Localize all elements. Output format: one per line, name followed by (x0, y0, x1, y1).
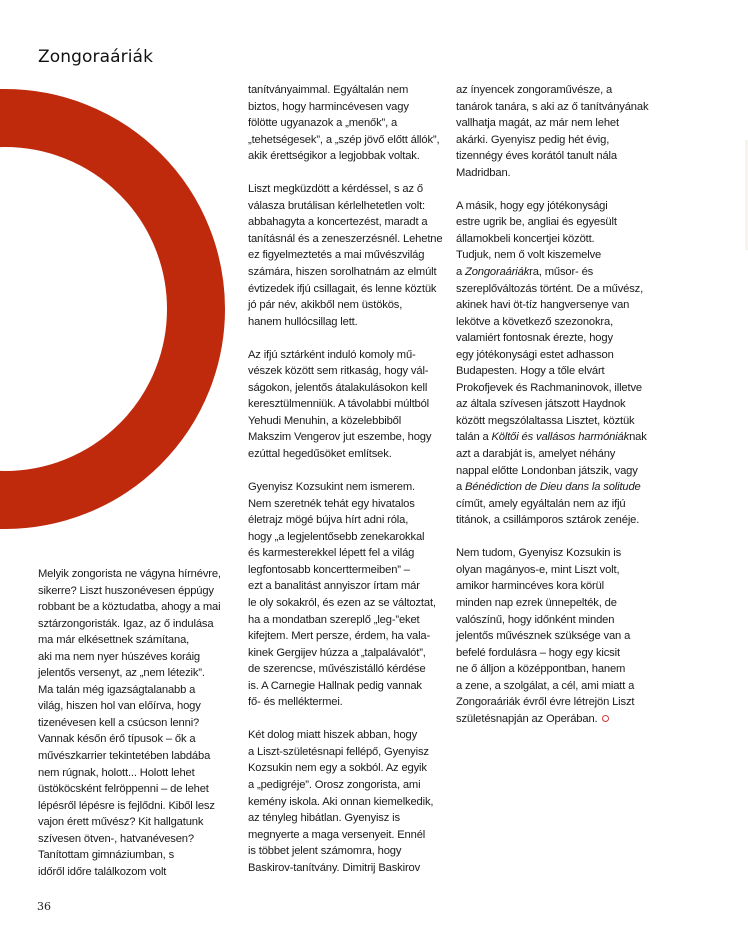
text-line: tizenévesen kell a csúcson lenni? (38, 716, 200, 729)
text-line: tanárok tanára, s aki az ő tanítványának (456, 100, 649, 113)
text-line: biztos, hogy harmincévesen vagy (248, 100, 409, 113)
text-line: ez figyelmeztetés a mai művészvilág (248, 249, 425, 262)
text-line: Budapesten. Hogy a tőle elvárt (456, 365, 605, 378)
text-line: és karmesterekkel lépett fel a világ (248, 547, 415, 560)
text-line: megnyerte a maga versenyeit. Ennél (248, 828, 426, 841)
text-line: az ínyencek zongoraművésze, a (456, 84, 613, 96)
text-line: életrajz mögé bújva hírt adni róla, (248, 514, 409, 527)
text-line: sikerre? Liszt huszonévesen éppúgy (38, 584, 214, 597)
text-line: is. A Carnegie Hallnak pedig vannak (248, 679, 422, 692)
text-line: vészek között sem ritkaság, hogy vál- (248, 365, 429, 378)
text-line: Nem tudom, Gyenyisz Kozsukin is (456, 547, 622, 560)
text-line (456, 429, 654, 446)
text-line: jó pár név, akikből nem üstökös, (248, 299, 403, 312)
text-line: hogy „a legjelentősebb zenekarokkal (248, 530, 425, 543)
paragraph (248, 727, 446, 876)
text-line: akik érettségikor a legjobbak voltak. (248, 150, 420, 163)
text-line: számára, hiszen sorolhatnám az elmúlt (248, 266, 437, 279)
text-line: Prokofjevek és Rachmaninovok, illetve (456, 381, 642, 394)
text-line (456, 264, 654, 281)
text-line: a zene, a szolgálat, a cél, ami miatt a (456, 679, 635, 692)
italic-title: Költői és vallásos harmóniák (491, 431, 630, 444)
text-line: befelé fordulásra – hogy egy kicsit (456, 646, 620, 659)
text-line: sztárzongoristák. Igaz, az ő indulása (38, 617, 214, 630)
text-line: vallhatja magát, az már nem lehet (456, 117, 619, 130)
text-line: az tényleg hibátlan. Gyenyisz is (248, 812, 400, 825)
page-title: Zongoraáriák (38, 47, 154, 68)
text-line: is többet jelent számomra, hogy (248, 845, 402, 858)
text-line: között megszólaltassa Lisztet, köztük (456, 414, 635, 427)
text-line: amikor harmincéves kora körül (456, 580, 604, 593)
text-line: évtizedek ifjú csillagait, és lenne köztük (248, 282, 437, 295)
text-line: Baskirov-tanítvány. Dimitrij Baskirov (248, 861, 421, 874)
text-line: tanítványaimmal. Egyáltalán nem (248, 84, 409, 96)
text-line: művészkarrier tekintetében labdába (38, 750, 211, 763)
text-line: fő- és melléktermei. (248, 696, 343, 709)
text-line: Ma talán még igazságtalanabb a (38, 683, 196, 696)
text-line: ságokon, jelentős átalakulásokon kell (248, 381, 428, 394)
text-line: legfontosabb koncerttermeiben” – (248, 563, 410, 576)
text-line: kinek Gergijev húzza a „talpalávalót”, (248, 646, 426, 659)
text-line: válasza brutálisan kérlelhetetlen volt: (248, 199, 425, 212)
text-line: ma már elkésettnek számítana, (38, 634, 190, 647)
text-line: államokbeli koncertjei között. (456, 232, 595, 245)
text-line: ezúttal hegedűsöket említsek. (248, 448, 392, 461)
text-column-2 (248, 82, 446, 876)
text-line: titánok, a csillámporos sztárok zenéje. (456, 514, 640, 527)
text-line: jelentős művésznek szüksége van a (456, 630, 631, 643)
text-line: Gyenyisz Kozsukint nem ismerem. (248, 481, 415, 494)
text-line: tanításnál és a zeneszerzésnél. Lehetne (248, 232, 443, 245)
text-line: „tehetségesek”, a „szép jövő előtt állók”, (248, 133, 440, 146)
text-line: minden nap ezrek ünnepelték, de (456, 596, 617, 609)
text-line: időről időre találkozom volt (38, 865, 167, 878)
text-line: olyan magányos-e, mint Liszt volt, (456, 563, 620, 576)
paragraph (456, 82, 654, 181)
text-line: Tudjuk, nem ő volt kiszemelve (456, 249, 602, 262)
text-line: Yehudi Menuhin, a közelebbiből (248, 414, 402, 427)
text-line (456, 479, 654, 496)
text-line: lekötve a következő szezonokra, (456, 315, 614, 328)
text-line: egy jótékonysági estet adhasson (456, 348, 614, 361)
end-of-article-circle-icon (602, 715, 609, 722)
text-line: Zongoraáriák évről évre létrejön Liszt (456, 696, 635, 709)
text-line: Makszim Vengerov jut eszembe, hogy (248, 431, 432, 444)
text-run: nak (629, 431, 647, 444)
text-line: valószínű, hogy időnként minden (456, 613, 615, 626)
text-line: jelentős versenyt, az „nem létezik”. (38, 667, 205, 680)
text-line: Az ifjú sztárként induló komoly mű- (248, 348, 416, 361)
text-line: de szerencse, művészistálló kérdése (248, 663, 426, 676)
paragraph (38, 566, 236, 880)
text-line: azt a darabját is, amelyet néhány (456, 448, 616, 461)
text-line: lépésről lépésre is fejlődni. Kiből lesz (38, 799, 215, 812)
text-run: születésnapján az Operában. (456, 712, 598, 725)
paragraph (248, 347, 446, 463)
paragraph (456, 198, 654, 529)
text-line (456, 711, 654, 728)
text-line: hanem hullócsillag lett. (248, 315, 358, 328)
text-run: a (456, 481, 466, 494)
text-line: világ, hiszen hol van előírva, hogy (38, 700, 201, 713)
text-line: ne ő álljon a középpontban, hanem (456, 663, 626, 676)
text-line: szereplőváltozás történt. De a művész, (456, 282, 644, 295)
paragraph (248, 82, 446, 165)
text-line: Nem szeretnék tehát egy hivatalos (248, 497, 415, 510)
text-line: üstököcsként felröppenni – de lehet (38, 783, 209, 796)
text-line: kifejtem. Mert persze, érdem, ha vala- (248, 630, 431, 643)
text-line: A másik, hogy egy jótékonysági (456, 199, 608, 212)
text-run: a (456, 266, 466, 279)
text-line: keresztülmenniük. A távolabbi múltból (248, 398, 430, 411)
text-run: talán a (456, 431, 492, 444)
text-line: le oly sokakról, és ezen az se változtat, (248, 596, 436, 609)
decorative-ring (0, 0, 240, 560)
text-line: vajon érett művész? Kit hallgatunk (38, 816, 204, 829)
text-line: nem rúgnak, holott... Holott lehet (38, 766, 195, 779)
italic-title: Zongoraáriák (465, 266, 530, 279)
text-line: Liszt megküzdött a kérdéssel, s az ő (248, 183, 423, 196)
paragraph (456, 545, 654, 727)
text-line: nappal előtte Londonban játszik, vagy (456, 464, 638, 477)
text-line: estre ugrik be, angliai és egyesült (456, 216, 617, 229)
paragraph (248, 479, 446, 711)
text-line: tizennégy éves korától tanult nála (456, 150, 617, 163)
text-line: ha a mondatban szereplő „leg-”eket (248, 613, 420, 626)
text-line: Melyik zongorista ne vágyna hírnévre, (38, 568, 221, 580)
text-line: a „pedigréje”. Orosz zongorista, ami (248, 778, 421, 791)
text-line: fölötte ugyanazok a „menők”, a (248, 117, 398, 130)
text-line: Tanítottam gimnáziumban, s (38, 849, 175, 862)
text-line: Két dolog miatt hiszek abban, hogy (248, 729, 418, 742)
text-line: akinek havi öt-tíz hangversenye van (456, 299, 630, 312)
italic-title: Bénédiction de Dieu dans la solitude (465, 481, 641, 494)
text-column-1 (38, 566, 236, 880)
text-line: kemény iskola. Aki onnan kiemelkedik, (248, 795, 434, 808)
text-line: valamiért fontosnak érezte, hogy (456, 332, 613, 345)
paragraph (248, 181, 446, 330)
ring-circle (0, 118, 196, 500)
text-line: szívesen ötven-, hatvanévesen? (38, 832, 194, 845)
text-column-3 (456, 82, 654, 727)
text-line: robbant be a köztudatba, ahogy a mai (38, 601, 221, 614)
text-run: ra, műsor- és (529, 266, 594, 279)
text-line: Madridban. (456, 166, 511, 179)
text-line: Vannak későn érő típusok – ők a (38, 733, 196, 746)
text-line: abbahagyta a koncertezést, maradt a (248, 216, 428, 229)
text-line: akárki. Gyenyisz pedig hét évig, (456, 133, 610, 146)
text-line: címűt, amely egyáltalán nem az ifjú (456, 497, 626, 510)
text-line: Kozsukin nem egy a sokból. Az egyik (248, 762, 427, 775)
text-line: az általa szívesen játszott Haydnok (456, 398, 626, 411)
text-line: ezt a banalitást annyiszor írtam már (248, 580, 420, 593)
page-number: 36 (37, 900, 51, 913)
text-line: aki ma nem nyer húszéves koráig (38, 650, 200, 663)
text-line: a Liszt-születésnapi fellépő, Gyenyisz (248, 745, 429, 758)
